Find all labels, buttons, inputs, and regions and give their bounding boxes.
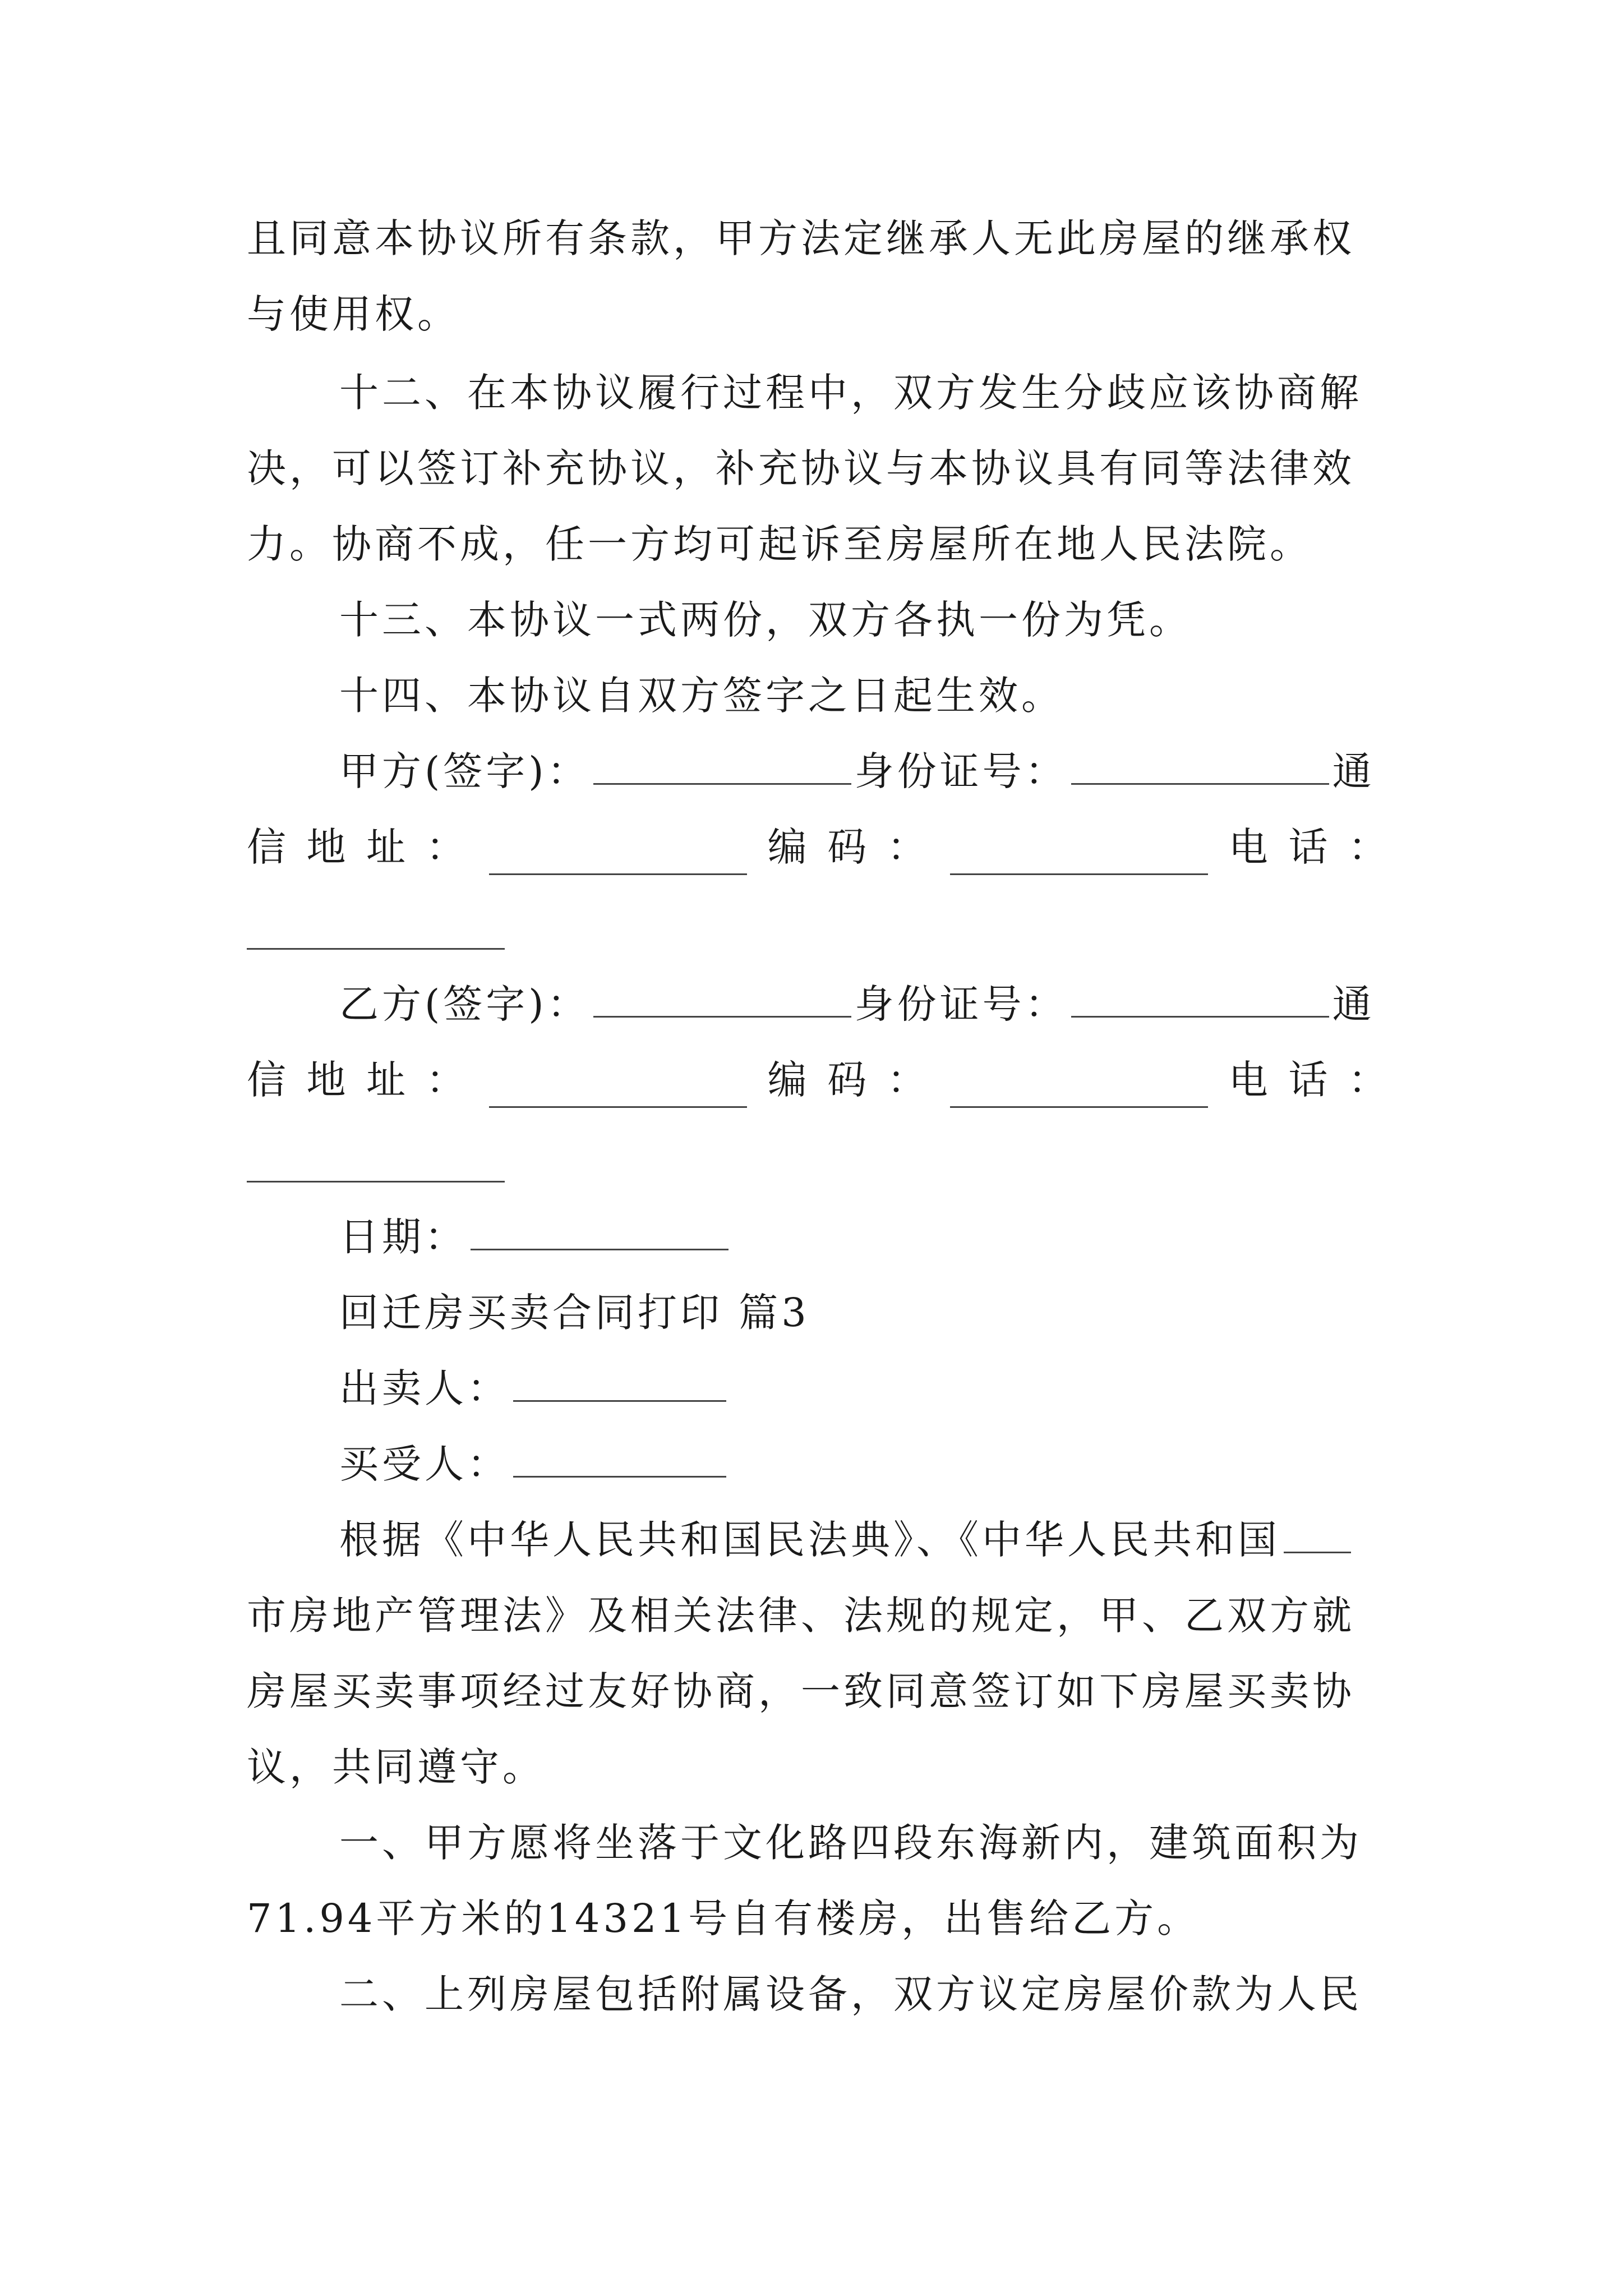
- party-b-ma: 码: [827, 1057, 870, 1103]
- body-p1-line-2: 市房地产管理法》及相关法律、法规的规定，甲、乙双方就: [247, 1593, 1355, 1639]
- party-b-id-label: 身份证号：: [854, 981, 1068, 1027]
- party-b-sign-row: [339, 976, 1391, 1032]
- clause-1-line-2: 71.94平方米的14321号自有楼房，出售给乙方。: [247, 1895, 1200, 1941]
- buyer-blank[interactable]: [513, 1441, 726, 1478]
- clause-1-line-1: 一、甲方愿将坐落于文化路四段东海新内，建筑面积为: [339, 1820, 1362, 1866]
- party-a-id-label: 身份证号：: [854, 748, 1068, 794]
- party-a-sign-blank[interactable]: [593, 748, 851, 785]
- text-line: 与使用权。: [247, 291, 460, 337]
- party-b-bian: 编: [767, 1057, 810, 1103]
- party-b-phone-blank[interactable]: [247, 1181, 505, 1182]
- party-a-address-row: [247, 819, 1391, 875]
- party-b-sign-label: 乙方(签字)：: [339, 981, 590, 1027]
- clause-12-line-1: 十二、在本协议履行过程中，双方发生分歧应该协商解: [339, 370, 1362, 416]
- party-b-tong: 通: [1332, 981, 1375, 1027]
- body-p1-line-1: [339, 1512, 1391, 1568]
- date-label: 日期：: [339, 1214, 467, 1260]
- date-blank[interactable]: [471, 1214, 728, 1250]
- party-a-xin: 信: [247, 824, 289, 870]
- party-a-colon-1: ：: [426, 824, 469, 870]
- party-a-postcode-blank[interactable]: [950, 839, 1208, 875]
- clause-13: 十三、本协议一式两份，双方各执一份为凭。: [339, 597, 1192, 643]
- party-b-dian: 电: [1228, 1057, 1271, 1103]
- party-a-zhi: 址: [366, 824, 409, 870]
- party-a-hua: 话: [1288, 824, 1331, 870]
- party-a-sign-label: 甲方(签字)：: [339, 748, 590, 794]
- date-row: [339, 1209, 1391, 1265]
- buyer-row: [339, 1436, 1391, 1492]
- section-title: 回迁房买卖合同打印 篇3: [339, 1290, 810, 1336]
- party-b-colon-1: ：: [426, 1057, 469, 1103]
- party-a-id-blank[interactable]: [1071, 748, 1329, 785]
- party-b-zhi: 址: [366, 1057, 409, 1103]
- body-p1-text: 根据《中华人民共和国民法典》、《中华人民共和国: [339, 1517, 1280, 1563]
- party-a-colon-3: ：: [1348, 824, 1391, 870]
- seller-label: 出卖人：: [339, 1365, 510, 1411]
- party-a-address-blank[interactable]: [489, 839, 747, 875]
- text-line: 且同意本协议所有条款，甲方法定继承人无此房屋的继承权: [247, 215, 1355, 261]
- party-b-xin: 信: [247, 1057, 289, 1103]
- party-a-sign-row: [339, 743, 1391, 799]
- party-a-tong: 通: [1332, 748, 1375, 794]
- party-b-colon-2: ：: [887, 1057, 930, 1103]
- party-a-ma: 码: [827, 824, 870, 870]
- seller-row: [339, 1360, 1391, 1416]
- party-a-dian: 电: [1228, 824, 1271, 870]
- party-b-colon-3: ：: [1348, 1057, 1391, 1103]
- body-p1-line-3: 房屋买卖事项经过友好协商，一致同意签订如下房屋买卖协: [247, 1668, 1355, 1714]
- party-b-sign-blank[interactable]: [593, 981, 851, 1018]
- body-p1-line-4: 议，共同遵守。: [247, 1744, 545, 1790]
- party-b-address-blank[interactable]: [489, 1071, 747, 1108]
- party-b-postcode-blank[interactable]: [950, 1071, 1208, 1108]
- party-b-hua: 话: [1288, 1057, 1331, 1103]
- party-b-id-blank[interactable]: [1071, 981, 1329, 1018]
- clause-12-line-2: 决，可以签订补充协议，补充协议与本协议具有同等法律效: [247, 445, 1355, 491]
- party-b-di: 地: [306, 1057, 349, 1103]
- party-a-phone-blank[interactable]: [247, 948, 505, 950]
- clause-2-line-1: 二、上列房屋包括附属设备，双方议定房屋价款为人民: [339, 1971, 1362, 2017]
- clause-14: 十四、本协议自双方签字之日起生效。: [339, 673, 1064, 719]
- buyer-label: 买受人：: [339, 1441, 510, 1487]
- party-b-address-row: [247, 1052, 1391, 1108]
- city-blank[interactable]: [1284, 1517, 1351, 1553]
- party-a-colon-2: ：: [887, 824, 930, 870]
- party-a-bian: 编: [767, 824, 810, 870]
- seller-blank[interactable]: [513, 1365, 726, 1402]
- clause-12-line-3: 力。协商不成，任一方均可起诉至房屋所在地人民法院。: [247, 521, 1312, 567]
- party-a-di: 地: [306, 824, 349, 870]
